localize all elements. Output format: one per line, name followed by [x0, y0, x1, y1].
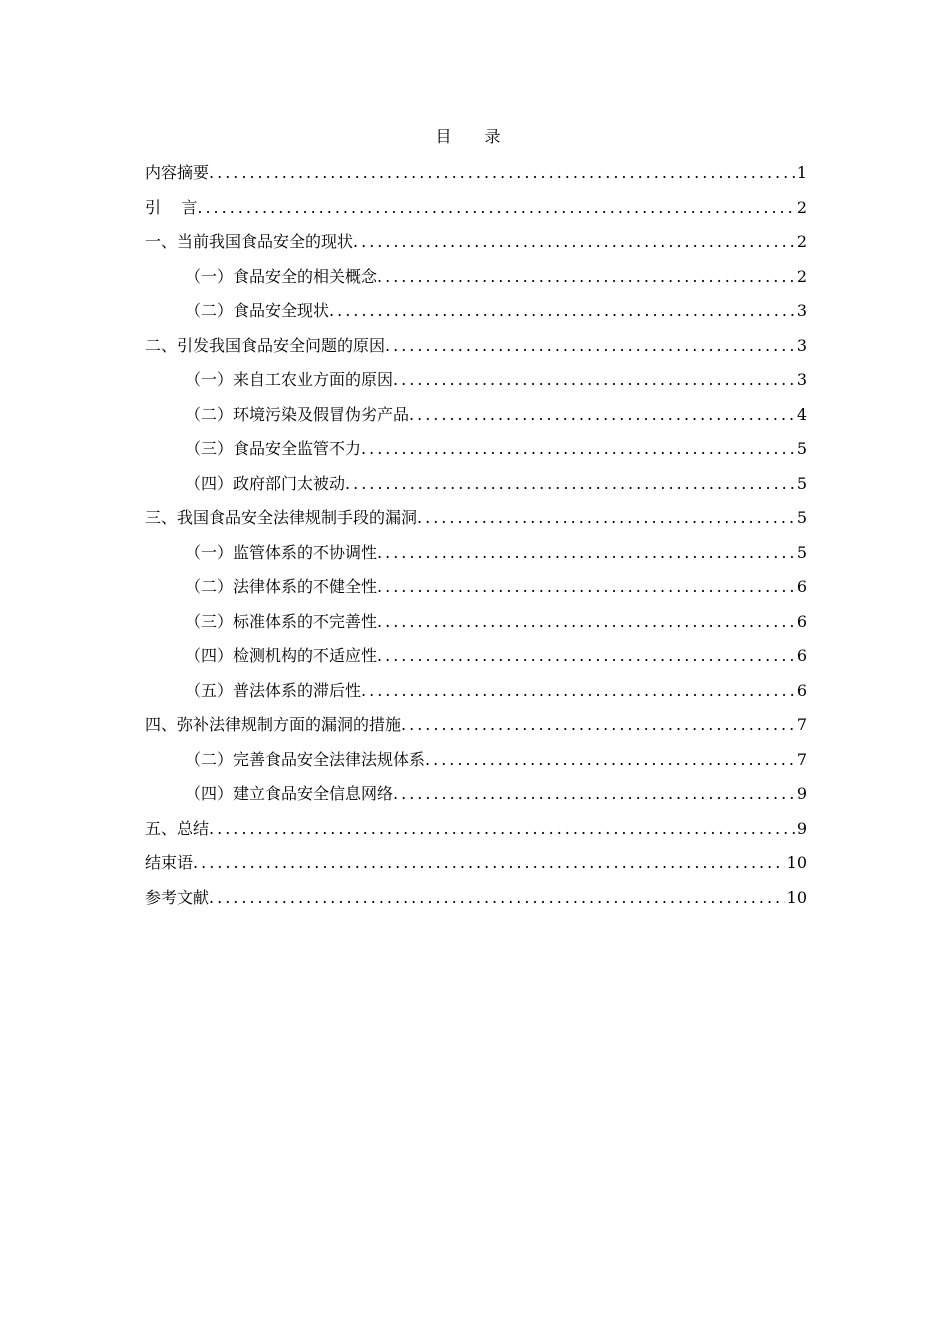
- toc-entry-title: （四）检测机构的不适应性: [185, 646, 378, 665]
- toc-dot-leader: [377, 643, 795, 669]
- toc-page-number: 4: [796, 404, 807, 424]
- toc-page-number: 6: [796, 611, 807, 631]
- toc-entry[interactable]: [145, 747, 807, 782]
- toc-dot-leader: [393, 781, 795, 807]
- toc-page-number: 7: [796, 749, 807, 769]
- toc-entry[interactable]: [145, 436, 807, 471]
- toc-dot-leader: [329, 298, 795, 324]
- toc-page-number: 6: [796, 680, 807, 700]
- toc-entry-title: （五）普法体系的滞后性: [185, 680, 362, 700]
- toc-entry-title: 一、当前我国食品安全的现状: [145, 232, 354, 251]
- toc-entry[interactable]: [145, 298, 807, 333]
- toc-page-number: 2: [796, 197, 807, 217]
- toc-page-number: 9: [796, 818, 807, 838]
- toc-entry-title: 五、总结: [145, 818, 210, 838]
- toc-dot-leader: [353, 229, 795, 255]
- toc-dot-leader: [361, 678, 795, 704]
- toc-entry[interactable]: [145, 264, 807, 299]
- toc-entry-title: （四）建立食品安全信息网络: [185, 784, 394, 803]
- toc-page-number: 10: [786, 853, 807, 872]
- toc-dot-leader: [361, 436, 795, 462]
- toc-entry-title: （一）监管体系的不协调性: [185, 542, 378, 562]
- toc-entry-title: （一）来自工农业方面的原因: [185, 370, 394, 389]
- toc-entry-title: （二）法律体系的不健全性: [185, 577, 378, 596]
- toc-page-number: 9: [796, 784, 807, 803]
- toc-entry-title: （三）食品安全监管不力: [185, 439, 362, 458]
- toc-entry-title: （四）政府部门太被动: [185, 473, 346, 493]
- toc-entry-title: 参考文献: [145, 887, 210, 907]
- toc-dot-leader: [417, 505, 795, 531]
- toc-page-number: 2: [796, 266, 807, 286]
- toc-entry[interactable]: [145, 160, 807, 195]
- toc-dot-leader: [345, 471, 795, 497]
- toc-dot-leader: [377, 574, 795, 600]
- toc-page-number: 3: [796, 370, 807, 389]
- toc-page-number: 7: [796, 715, 807, 734]
- toc-entry[interactable]: [145, 609, 807, 644]
- toc-page-number: 5: [796, 439, 807, 458]
- toc-page-number: 6: [796, 646, 807, 665]
- toc-page-number: 5: [796, 508, 807, 527]
- toc-entry[interactable]: [145, 850, 807, 885]
- toc-entry[interactable]: [145, 402, 807, 437]
- toc-page-number: 1: [796, 163, 807, 182]
- toc-dot-leader: [393, 367, 795, 393]
- toc-entry[interactable]: [145, 678, 807, 713]
- toc-entry[interactable]: [145, 540, 807, 575]
- toc-entry-title: 二、引发我国食品安全问题的原因: [145, 335, 386, 355]
- toc-dot-leader: [377, 540, 795, 566]
- toc-dot-leader: [377, 264, 795, 290]
- toc-entry-title: （二）环境污染及假冒伪劣产品: [185, 404, 410, 424]
- toc-dot-leader: [409, 402, 795, 428]
- toc-dot-leader: [209, 816, 795, 842]
- toc-entry[interactable]: [145, 195, 807, 230]
- toc-entry-title: （二）完善食品安全法律法规体系: [185, 749, 426, 769]
- toc-dot-leader: [425, 747, 795, 773]
- table-of-contents: [145, 160, 807, 919]
- toc-page-number: 10: [786, 887, 807, 907]
- toc-entry[interactable]: [145, 781, 807, 816]
- toc-entry[interactable]: [145, 574, 807, 609]
- toc-entry-title: 四、弥补法律规制方面的漏洞的措施: [145, 715, 402, 734]
- toc-entry-title: （一）食品安全的相关概念: [185, 266, 378, 286]
- toc-entry[interactable]: [145, 367, 807, 402]
- toc-page-number: 3: [796, 335, 807, 355]
- toc-dot-leader: [209, 885, 785, 911]
- toc-page-number: 2: [796, 232, 807, 251]
- toc-entry-title: 引 言: [145, 197, 198, 217]
- toc-dot-leader: [377, 609, 795, 635]
- toc-page-number: 3: [796, 301, 807, 320]
- toc-dot-leader: [385, 333, 795, 359]
- toc-entry[interactable]: [145, 505, 807, 540]
- toc-entry[interactable]: [145, 712, 807, 747]
- toc-entry-title: （二）食品安全现状: [185, 301, 330, 320]
- toc-dot-leader: [401, 712, 795, 738]
- toc-entry-title: 三、我国食品安全法律规制手段的漏洞: [145, 508, 418, 527]
- toc-entry[interactable]: [145, 471, 807, 506]
- toc-title: 目 录: [435, 127, 515, 146]
- toc-page-number: 5: [796, 473, 807, 493]
- toc-page-number: 5: [796, 542, 807, 562]
- toc-entry[interactable]: [145, 229, 807, 264]
- toc-dot-leader: [197, 195, 794, 221]
- toc-entry[interactable]: [145, 333, 807, 368]
- toc-entry[interactable]: [145, 816, 807, 851]
- toc-dot-leader: [193, 850, 785, 876]
- toc-entry[interactable]: [145, 885, 807, 920]
- toc-entry[interactable]: [145, 643, 807, 678]
- toc-entry-title: 结束语: [145, 853, 194, 872]
- toc-dot-leader: [209, 160, 795, 186]
- toc-entry-title: 内容摘要: [145, 163, 210, 182]
- toc-page-number: 6: [796, 577, 807, 596]
- toc-entry-title: （三）标准体系的不完善性: [185, 611, 378, 631]
